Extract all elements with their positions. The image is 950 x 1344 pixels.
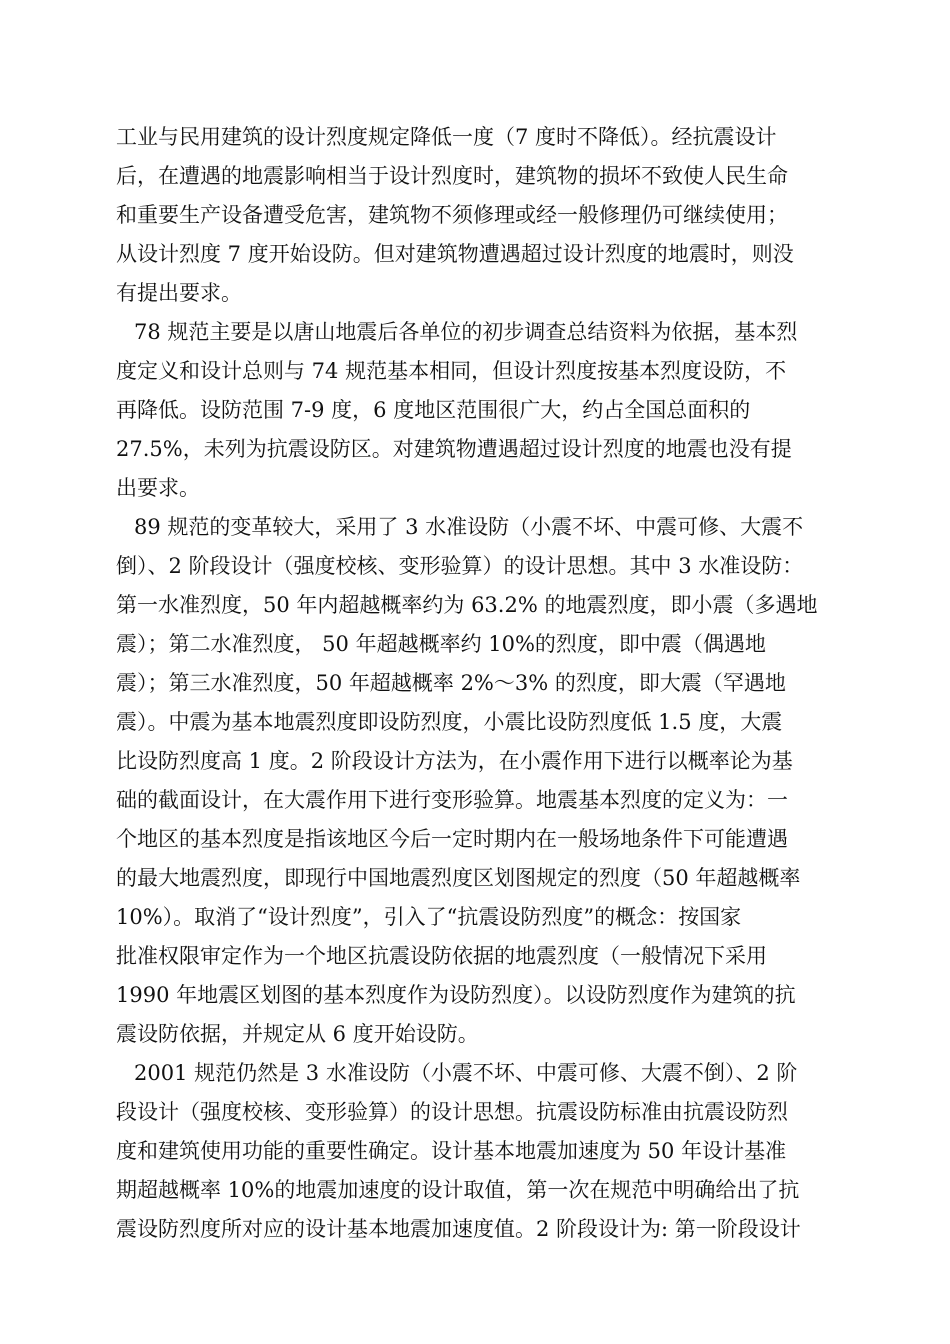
text-line: 10%）。取消了“设计烈度”，引入了“抗震设防烈度”的概念：按国家 [116,905,742,929]
text-line: 期超越概率 10%的地震加速度的设计取值，第一次在规范中明确给出了抗 [116,1178,800,1202]
text-line: 从设计烈度 7 度开始设防。但对建筑物遭遇超过设计烈度的地震时，则没 [116,242,794,266]
paragraph-first-line: 89 规范的变革较大，采用了 3 水准设防（小震不坏、中震可修、大震不 [134,515,804,539]
text-line: 个地区的基本烈度是指该地区今后一定时期内在一般场地条件下可能遭遇 [116,827,788,851]
text-line: 1990 年地震区划图的基本烈度作为设防烈度）。以设防烈度作为建筑的抗 [116,983,796,1007]
text-line: 后，在遭遇的地震影响相当于设计烈度时，建筑物的损坏不致使人民生命 [116,164,788,188]
text-line: 再降低。设防范围 7-9 度，6 度地区范围很广大，约占全国总面积的 [116,398,751,422]
text-line: 震）；第二水准烈度， 50 年超越概率约 10%的烈度，即中震（偶遇地 [116,632,766,656]
text-line: 27.5%，未列为抗震设防区。对建筑物遭遇超过设计烈度的地震也没有提 [116,437,792,461]
paragraph-first-line: 78 规范主要是以唐山地震后各单位的初步调查总结资料为依据，基本烈 [134,320,798,344]
text-line: 批准权限审定作为一个地区抗震设防依据的地震烈度（一般情况下采用 [116,944,767,968]
text-line: 震设防依据，并规定从 6 度开始设防。 [116,1022,479,1046]
text-line: 有提出要求。 [116,281,242,305]
text-line: 倒）、2 阶段设计（强度校核、变形验算）的设计思想。其中 3 水准设防： [116,554,804,578]
text-line: 度定义和设计总则与 74 规范基本相同，但设计烈度按基本烈度设防，不 [116,359,787,383]
paragraph-first-line: 2001 规范仍然是 3 水准设防（小震不坏、中震可修、大震不倒）、2 阶 [134,1061,798,1085]
text-line: 度和建筑使用功能的重要性确定。设计基本地震加速度为 50 年设计基准 [116,1139,787,1163]
text-line: 比设防烈度高 1 度。2 阶段设计方法为，在小震作用下进行以概率论为基 [116,749,793,773]
text-line: 础的截面设计，在大震作用下进行变形验算。地震基本烈度的定义为：一 [116,788,788,812]
text-line: 震设防烈度所对应的设计基本地震加速度值。2 阶段设计为: 第一阶段设计 [116,1217,801,1241]
text-line: 段设计（强度校核、变形验算）的设计思想。抗震设防标准由抗震设防烈 [116,1100,788,1124]
text-line: 工业与民用建筑的设计烈度规定降低一度（7 度时不降低）。经抗震设计 [116,125,777,149]
text-line: 出要求。 [116,476,200,500]
body-text [116,118,836,1249]
text-line: 第一水准烈度，50 年内超越概率约为 63.2% 的地震烈度，即小震（多遇地 [116,593,818,617]
text-line: 震）；第三水准烈度，50 年超越概率 2%～3% 的烈度，即大震（罕遇地 [116,671,786,695]
text-line: 和重要生产设备遭受危害，建筑物不须修理或经一般修理仍可继续使用； [116,203,788,227]
text-line: 的最大地震烈度，即现行中国地震烈度区划图规定的烈度（50 年超越概率 [116,866,801,890]
text-line: 震）。中震为基本地震烈度即设防烈度，小震比设防烈度低 1.5 度，大震 [116,710,783,734]
